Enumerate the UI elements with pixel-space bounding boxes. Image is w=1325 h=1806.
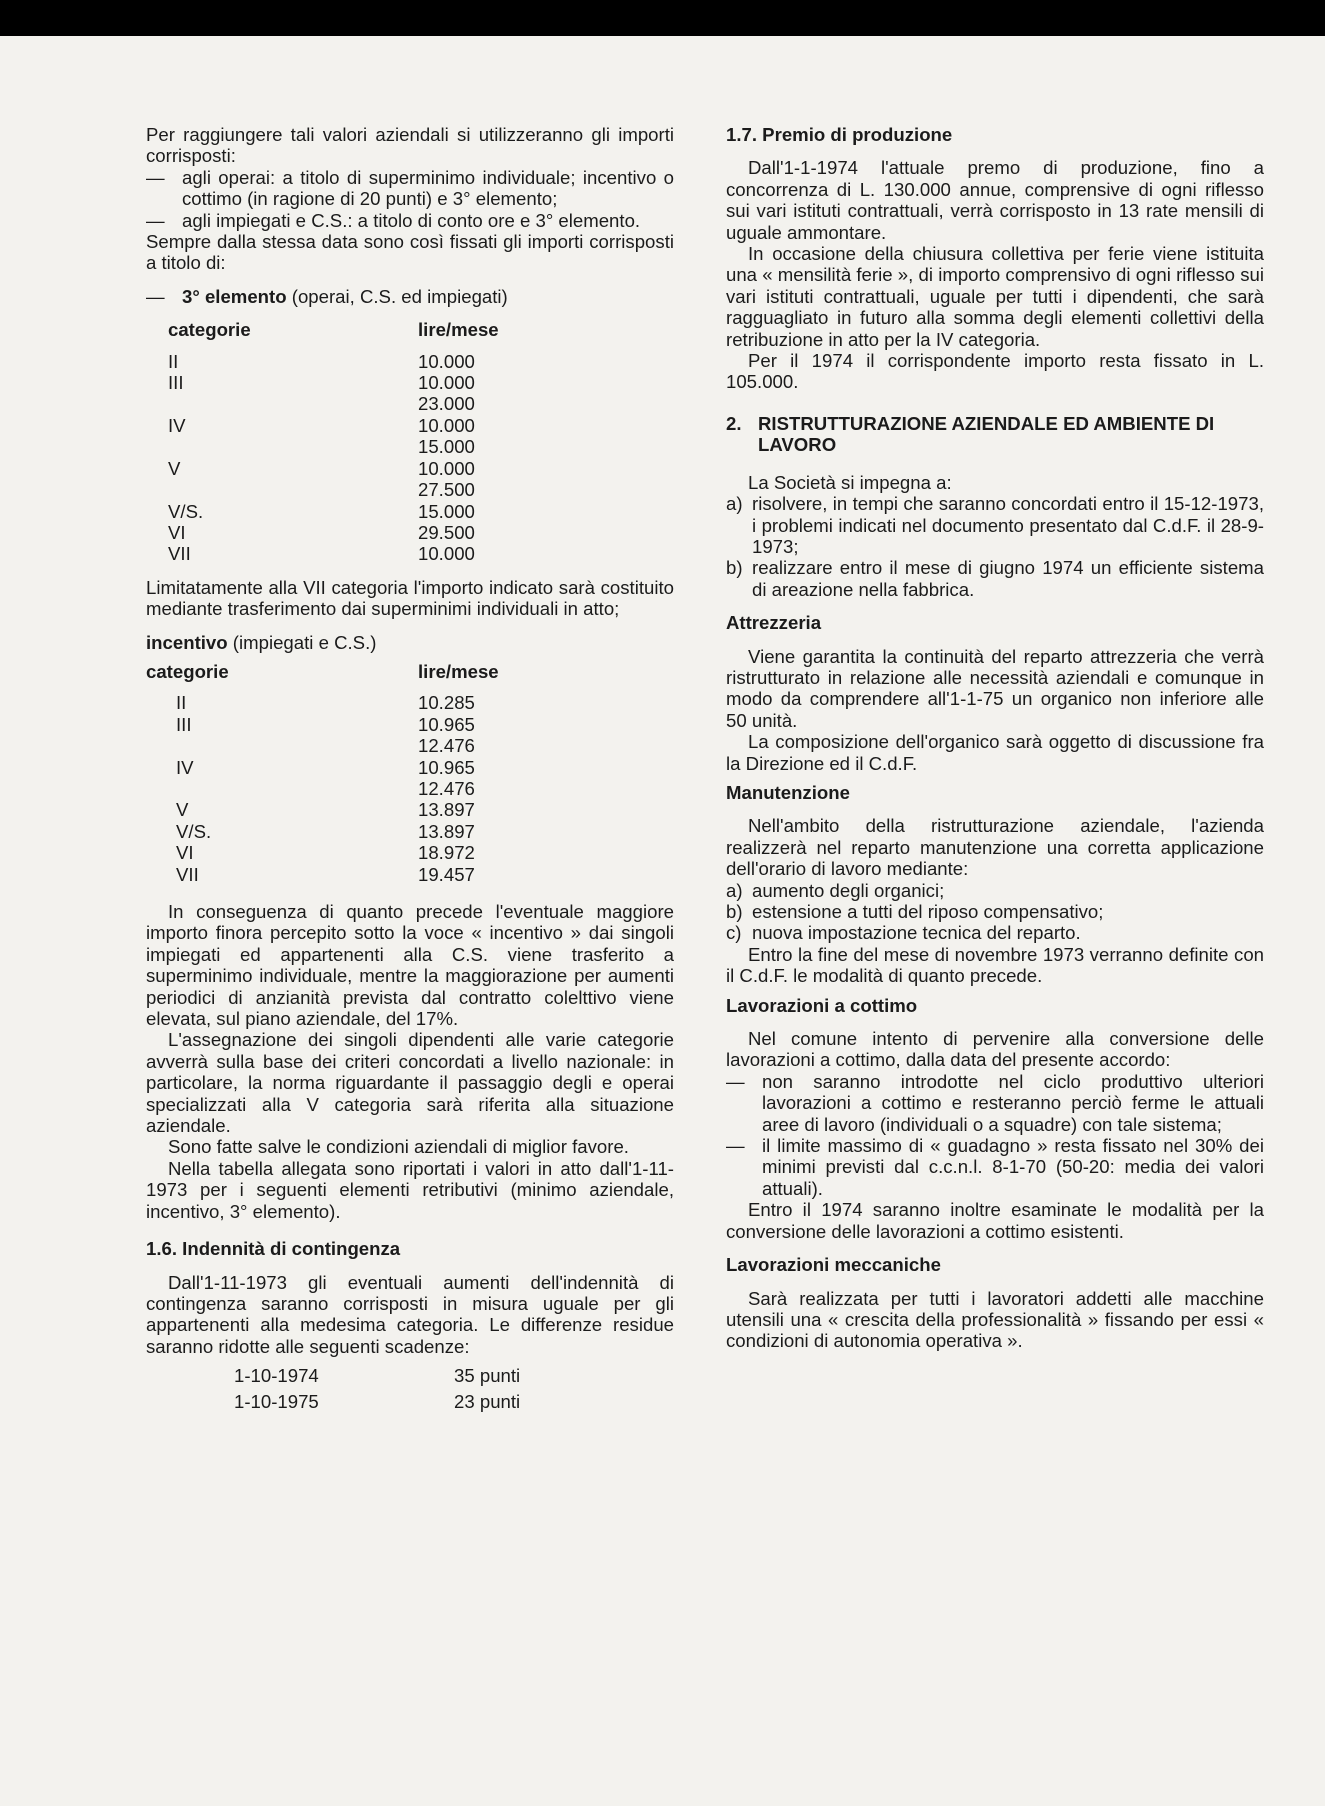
meccaniche-title: Lavorazioni meccaniche [726, 1254, 941, 1276]
table-row: 15.000 [418, 436, 475, 458]
incentivo-table [146, 661, 558, 885]
list-item: — il limite massimo di « guadagno » resta fissato nel 30% dei minimi previsti dal c.c.n.l. 8-1-70 (50-20: media dei valori attuali). [726, 1135, 1264, 1199]
table-row: V 13.897 [176, 799, 475, 821]
assegnazione-paragraph: L'assegnazione dei singoli dipendenti alle varie categorie avverrà sulla base dei criteri concordati a livello nazionale: in particolare, la norma riguardante il passaggio degli e operai specializzati alla V categoria sarà riferita alla situazione aziendale. [146, 1029, 674, 1137]
section-2-title: 2. RISTRUTTURAZIONE AZIENDALE ED AMBIENTE DI LAVORO [726, 412, 1215, 456]
section-1-7-paragraph: In occasione della chiusura collettiva per ferie viene istituita una « mensilità ferie », di importo comprensivo di ogni riflesso sui vari istituti contrattuali, uguale per tutti i dipendenti, che sarà ragguagliato in futuro alla somma degli elementi collettivi della retribuzione in atto per la IV categoria. [726, 243, 1264, 350]
impegna-paragraph: La Società si impegna a: [748, 471, 952, 493]
incentivo-heading: incentivo (impiegati e C.S.) [146, 631, 377, 653]
attrezzeria-title: Attrezzeria [726, 612, 822, 634]
section-1-7-paragraph: Dall'1-1-1974 l'attuale premo di produzione, fino a concorrenza di L. 130.000 annue, comprensive di ogni riflesso sui vari istituti contrattuali, verrà corrisposto in 13 rate mensili di uguale ammontare. [726, 157, 1264, 243]
vii-note: Limitatamente alla VII categoria l'importo indicato sarà costituito mediante trasferimento dai superminimi individuali in atto; [146, 576, 674, 620]
attrezzeria-paragraph: Viene garantita la continuità del reparto attrezzeria che verrà ristrutturato in relazione alle necessità aziendali e comunque in modo da comprendere all'1-1-75 un organico non inferiore alle 50 unità. [726, 645, 1264, 731]
manutenzione-title: Manutenzione [726, 781, 850, 803]
schedule-row: 1-10-1974 35 punti [234, 1365, 521, 1387]
list-item: — non saranno introdotte nel ciclo produttivo ulteriori lavorazioni a cottimo e resteranno perciò ferme le attuali aree di lavoro (individuali o a squadre) con tale sistema; [726, 1070, 1264, 1135]
left-column [146, 124, 674, 1412]
cottimo-paragraph: Entro il 1974 saranno inoltre esaminate le modalità per la conversione delle lavorazioni a cottimo esistenti. [726, 1199, 1264, 1242]
table-header-categorie: categorie [146, 660, 229, 682]
table-row: 27.500 [418, 479, 475, 501]
table-row: V 10.000 [168, 457, 475, 479]
table-row: 12.476 [418, 777, 475, 799]
table-header-categorie: categorie [168, 319, 251, 341]
dash-marker: — [146, 209, 165, 231]
table-row: II 10.000 [168, 350, 475, 372]
schedule-row: 1-10-1975 23 punti [234, 1390, 521, 1412]
table-row: VII 19.457 [176, 863, 475, 885]
dash-marker: — [146, 166, 165, 188]
table-row: 12.476 [418, 735, 475, 757]
section-1-7-title: 1.7. Premio di produzione [726, 124, 953, 145]
table-header-lire-mese: lire/mese [418, 660, 499, 682]
list-item: a) risolvere, in tempi che saranno concordati entro il 15-12-1973, i problemi indicati nel documento presentato dal C.d.F. il 28-9-1973; [726, 493, 1264, 557]
table-row: VI 29.500 [168, 521, 475, 543]
conseguenza-paragraph: In conseguenza di quanto precede l'eventuale maggiore importo finora percepito sotto la voce « incentivo » dai singoli impiegati ed appartenenti alla C.S. viene trasferito a superminimo individuale, mentre la maggiorazione per aumenti periodici di anzianità prevista dal contratto colelttivo viene elevata, sul piano aziendale, del 17%. [146, 901, 674, 1030]
list-item: — agli impiegati e C.S.: a titolo di conto ore e 3° elemento. [146, 209, 641, 231]
dash-marker: — [726, 1135, 745, 1157]
cottimo-title: Lavorazioni a cottimo [726, 994, 918, 1016]
manutenzione-paragraph: Entro la fine del mese di novembre 1973 verranno definite con il C.d.F. le modalità di quanto precede. [726, 943, 1264, 987]
list-item: — agli operai: a titolo di superminimo individuale; incentivo o cottimo (in ragione di 20 punti) e 3° elemento; [146, 166, 674, 210]
table-row: IV 10.000 [168, 414, 475, 436]
list-item: a) aumento degli organici; [726, 879, 945, 901]
tabella-paragraph: Nella tabella allegata sono riportati i valori in atto dall'1-11-1973 per i seguenti elementi retributivi (minimo aziendale, incentivo, 3° elemento). [146, 1157, 674, 1222]
intro-paragraph: Per raggiungere tali valori aziendali si utilizzeranno gli importi corrisposti: [146, 124, 674, 167]
dash-marker: — [146, 285, 165, 307]
meccaniche-paragraph: Sarà realizzata per tutti i lavoratori addetti alle macchine utensili una « crescita della professionalità » fissando per essi « condizioni di autonomia operativa ». [726, 1287, 1264, 1352]
table-header-lire-mese: lire/mese [418, 319, 499, 341]
section-1-7-paragraph: Per il 1974 il corrispondente importo resta fissato in L. 105.000. [726, 350, 1264, 393]
scanned-page [0, 36, 1325, 1806]
manutenzione-paragraph: Nell'ambito della ristrutturazione aziendale, l'azienda realizzerà nel reparto manutenzione una corretta applicazione dell'orario di lavoro mediante: [726, 815, 1264, 880]
table-row: 23.000 [418, 393, 475, 415]
list-item: c) nuova impostazione tecnica del reparto. [726, 922, 1081, 944]
table-row: II 10.285 [176, 692, 475, 714]
table-row: III 10.965 [176, 713, 475, 735]
section-1-6-paragraph: Dall'1-11-1973 gli eventuali aumenti dell'indennità di contingenza saranno corrisposti in misura uguale per gli appartenenti alla medesima categoria. Le differenze residue saranno ridotte alle seguenti scadenze: [146, 1271, 674, 1357]
table-row: IV 10.965 [176, 756, 475, 778]
table-row: V/S. 13.897 [176, 820, 475, 842]
terzo-elemento-heading: — 3° elemento (operai, C.S. ed impiegati) [146, 285, 508, 307]
cottimo-paragraph: Nel comune intento di pervenire alla conversione delle lavorazioni a cottimo, dalla data del presente accordo: [726, 1028, 1264, 1071]
table-row: VI 18.972 [176, 842, 475, 864]
salve-paragraph: Sono fatte salve le condizioni aziendali di miglior favore. [168, 1136, 629, 1158]
table-row: V/S. 15.000 [168, 500, 475, 522]
right-column [726, 124, 1264, 1352]
section-1-6-title: 1.6. Indennità di contingenza [146, 1238, 401, 1260]
dash-marker: — [726, 1070, 745, 1092]
list-item: b) realizzare entro il mese di giugno 1974 un efficiente sistema di areazione nella fabbrica. [726, 557, 1264, 600]
attrezzeria-paragraph: La composizione dell'organico sarà oggetto di discussione fra la Direzione ed il C.d.F. [726, 731, 1264, 774]
table-row: VII 10.000 [168, 543, 475, 565]
terzo-elemento-table [168, 319, 558, 564]
list-item: b) estensione a tutti del riposo compensativo; [726, 901, 1104, 922]
table-row: III 10.000 [168, 372, 475, 394]
same-date-paragraph: Sempre dalla stessa data sono così fissati gli importi corrisposti a titolo di: [146, 231, 674, 274]
